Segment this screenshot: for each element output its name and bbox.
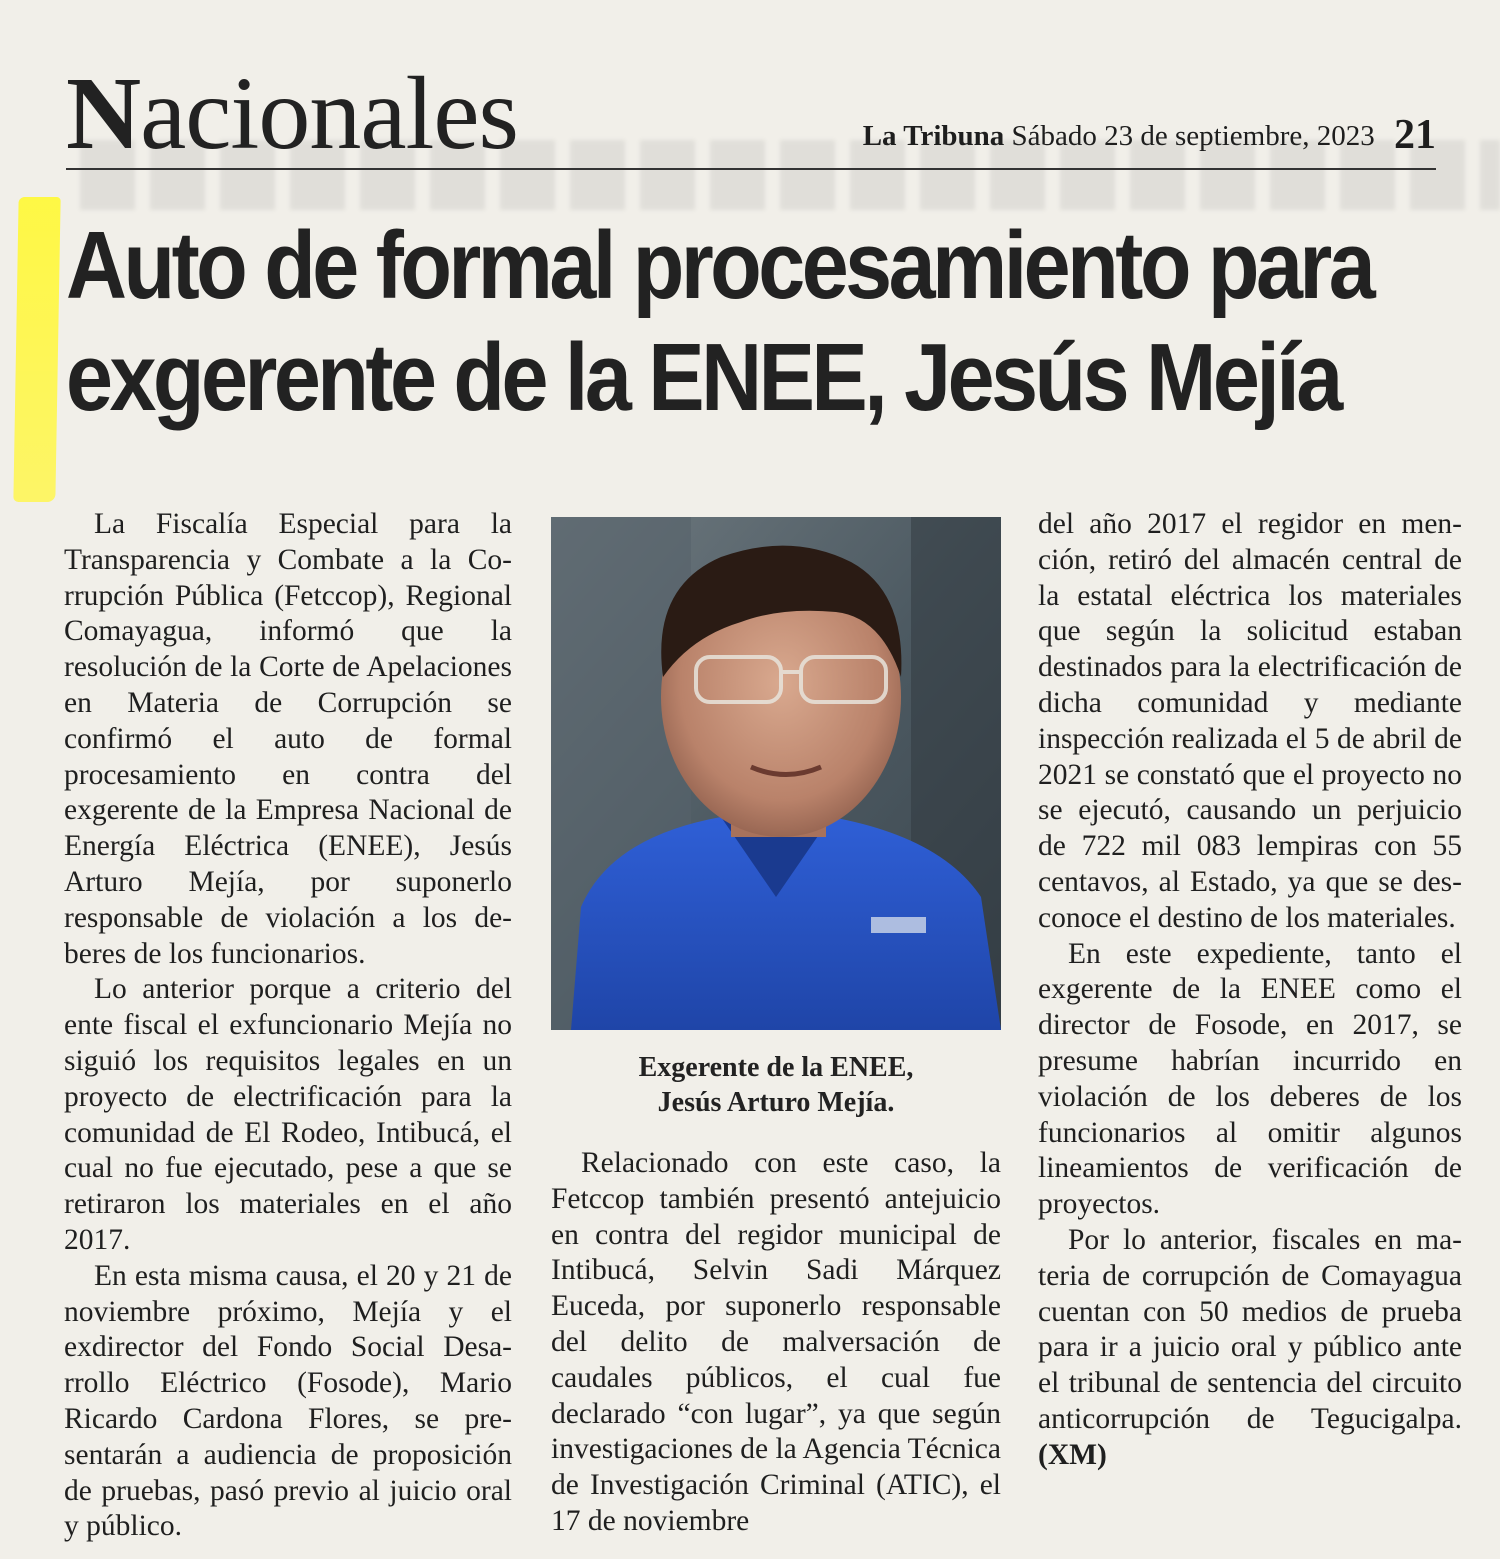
caption-line-2: Jesús Arturo Mejía. <box>657 1087 895 1118</box>
paragraph: En esta misma causa, el 20 y 21 de noviembre próximo, Mejía y el exdirector del Fondo Social Desarrollo Eléctrico (Fosode), Mario Ricardo Cardona Flores, se presentarán a audiencia de proposición de pruebas, pasó previo al juicio oral y público. <box>64 1259 512 1543</box>
paragraph: La Fiscalía Especial para la Transparencia y Combate a la Corrupción Pública (Fetccop), Regional Comayagua, informó que la resolución de la Corte de Apelaciones en Materia de Corrupción se confirmó el auto de formal procesamiento en contra del exgerente de la Empresa Nacional de Energía Eléctrica (ENEE), Jesús Arturo Mejía, por suponerlo responsable de violación a los deberes de los funcionarios. <box>64 508 512 970</box>
paragraph: En este expediente, tanto el exgerente de la ENEE como el director de Fosode, en 2017, se presume habrían incurrido en violación de los deberes de los funcionarios al omitir algunos lineamientos de verificación de proyectos. <box>1038 937 1462 1221</box>
caption-line-1: Exgerente de la ENEE, <box>638 1052 914 1083</box>
article-column-3 <box>1038 507 1462 1474</box>
headline <box>66 210 1373 434</box>
highlighter-mark <box>13 197 60 502</box>
page-number: 21 <box>1394 112 1436 158</box>
portrait-photo <box>551 517 1001 1030</box>
section-title-initial: N <box>66 56 141 171</box>
paragraph-continuation: del año 2017 el regidor en mención, retiró del almacén central de la estatal eléctrica los materiales que según la solicitud estaban destinados para la electrificación de dicha comunidad y mediante inspección realizada el 5 de abril de 2021 se constató que el proyecto no se ejecutó, causando un perjuicio de 722 mil 083 lempiras con 55 centavos, al Estado, ya que se desconoce el destino de los materiales. <box>1038 508 1462 934</box>
paragraph-final <box>1038 1223 1462 1474</box>
man-portrait-icon <box>551 517 1001 1030</box>
article-column-2 <box>551 1146 1001 1540</box>
paragraph: Lo anterior porque a criterio del ente fiscal el exfuncionario Mejía no siguió los requisitos legales en un proyecto de electrificación para la comunidad de El Rodeo, Intibucá, el cual no fue ejecutado, pese a que se retiraron los materiales en el año 2017. <box>64 973 512 1256</box>
headline-line-2: exgerente de la ENEE, Jesús Mejía <box>66 324 1340 431</box>
photo-caption <box>551 1050 1001 1120</box>
final-paragraph-text: Por lo anterior, fiscales en materia de corrupción de Comayagua cuentan con 50 medios de prueba para ir a juicio oral y público ante el tribunal de sentencia del circuito anticorrupción de Tegucigalpa. <box>1038 1223 1462 1435</box>
paragraph: Relacionado con este caso, la Fetccop también presentó antejuicio en contra del regidor municipal de Intibucá, Selvin Sadi Márquez Euceda, por suponerlo responsable del delito de malversación de caudales públicos, el cual fue declarado “con lugar”, ya que según investigaciones de la Agencia Técnica de Investigación Criminal (ATIC), el 17 de noviembre <box>551 1147 1001 1537</box>
issue-date: Sábado 23 de septiembre, 2023 <box>1011 120 1375 152</box>
header-rule <box>66 168 1436 170</box>
masthead-info <box>863 108 1436 156</box>
section-title <box>66 56 519 171</box>
author-initials: (XM) <box>1038 1438 1107 1471</box>
section-title-rest: acionales <box>140 56 519 171</box>
newspaper-name: La Tribuna <box>862 120 1005 152</box>
article-column-1 <box>64 507 512 1545</box>
headline-line-1: Auto de formal procesamiento para <box>66 212 1373 319</box>
